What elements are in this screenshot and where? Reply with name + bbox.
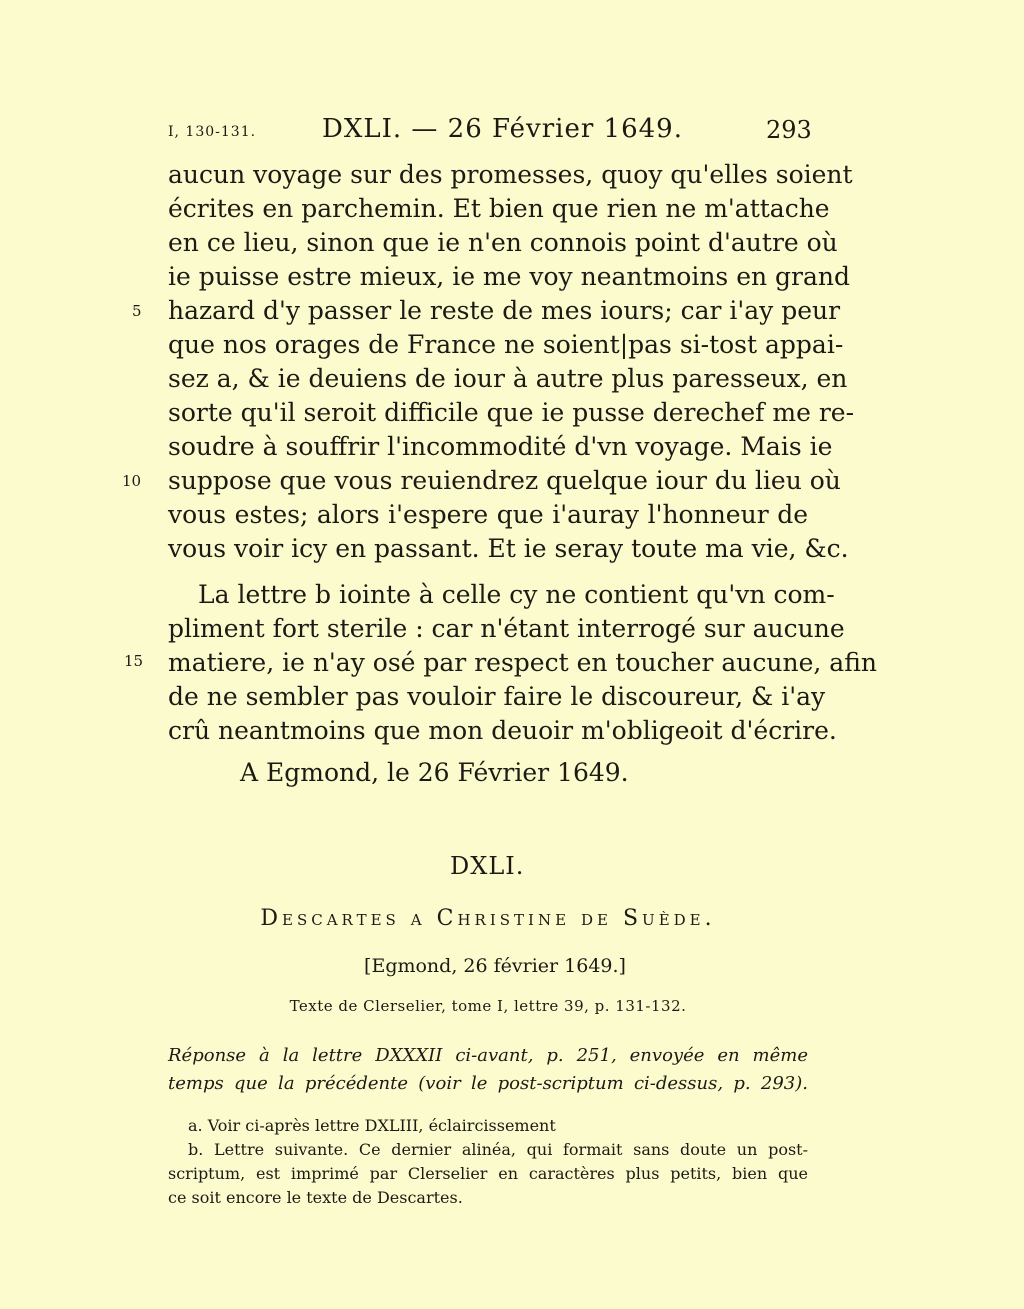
text-line: hazard d'y passer le reste de mes iours; car i'ay peur bbox=[168, 296, 841, 325]
editor-note-line: temps que la précédente (voir le post-scriptum ci-dessus, p. 293). bbox=[168, 1073, 808, 1094]
text-line: sez a, & ie deuiens de iour à autre plus paresseux, en bbox=[168, 364, 848, 393]
text-line: matiere, ie n'ay osé par respect en toucher aucune, afin bbox=[168, 648, 877, 677]
text-line: La lettre b iointe à celle cy ne contient qu'vn com- bbox=[198, 580, 835, 609]
text-line: sorte qu'il seroit difficile que ie pusse derechef me re- bbox=[168, 398, 855, 427]
text-line: vous estes; alors i'espere que i'auray l'honneur de bbox=[168, 500, 808, 529]
header-reference: I, 130-131. bbox=[168, 124, 257, 140]
line-number: 5 bbox=[132, 302, 142, 320]
header-title: DXLI. — 26 Février 1649. bbox=[322, 114, 683, 144]
line-number: 10 bbox=[122, 472, 142, 490]
text-line: soudre à souffrir l'incommodité d'vn voyage. Mais ie bbox=[168, 432, 833, 461]
line-number: 15 bbox=[124, 652, 144, 670]
text-line: de ne sembler pas vouloir faire le discoureur, & i'ay bbox=[168, 682, 826, 711]
text-line: vous voir icy en passant. Et ie seray toute ma vie, &c. bbox=[168, 534, 849, 563]
closing-line: A Egmond, le 26 Février 1649. bbox=[240, 758, 629, 787]
page-number: 293 bbox=[766, 116, 812, 144]
letter-date: [Egmond, 26 février 1649.] bbox=[364, 955, 626, 977]
text-line: que nos orages de France ne soient|pas si-tost appai- bbox=[168, 330, 844, 359]
editor-note-line: Réponse à la lettre DXXXII ci-avant, p. 251, envoyée en même bbox=[168, 1045, 808, 1066]
text-line: en ce lieu, sinon que ie n'en connois point d'autre où bbox=[168, 228, 838, 257]
text-line: ie puisse estre mieux, ie me voy neantmoins en grand bbox=[168, 262, 851, 291]
footnote-b-line: ce soit encore le texte de Descartes. bbox=[168, 1188, 463, 1207]
letter-title: Descartes a Christine de Suède. bbox=[260, 906, 716, 931]
text-line: écrites en parchemin. Et bien que rien ne m'attache bbox=[168, 194, 830, 223]
text-line: aucun voyage sur des promesses, quoy qu'elles soient bbox=[168, 160, 853, 189]
text-line: suppose que vous reuiendrez quelque iour du lieu où bbox=[168, 466, 841, 495]
footnote-a: a. Voir ci-après lettre DXLIII, éclaircissement bbox=[188, 1116, 556, 1135]
text-line: pliment fort sterile : car n'étant interrogé sur aucune bbox=[168, 614, 845, 643]
footnote-b-line: b. Lettre suivante. Ce dernier alinéa, qui formait sans doute un post- bbox=[188, 1140, 808, 1159]
footnote-b-line: scriptum, est imprimé par Clerselier en caractères plus petits, bien que bbox=[168, 1164, 808, 1183]
letter-number: DXLI. bbox=[450, 852, 525, 880]
text-line: crû neantmoins que mon deuoir m'obligeoit d'écrire. bbox=[168, 716, 837, 745]
letter-source: Texte de Clerselier, tome I, lettre 39, p. 131-132. bbox=[289, 997, 687, 1015]
